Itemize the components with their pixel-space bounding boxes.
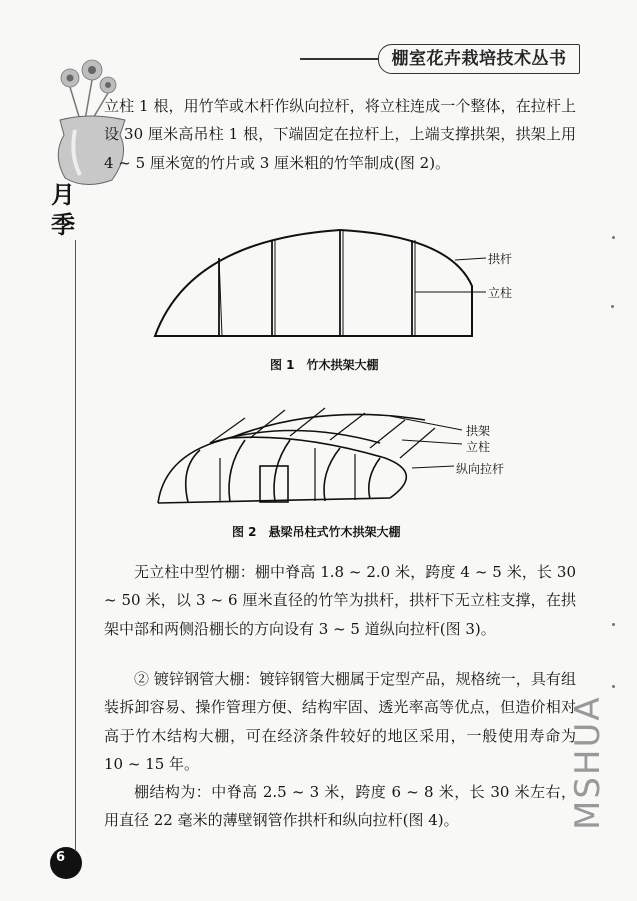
figure-2-diagram	[150, 398, 480, 510]
side-rule	[75, 240, 76, 850]
scan-speck	[612, 623, 615, 626]
figure-1-label-post: 立柱	[488, 286, 513, 300]
figure-2-label-post: 立柱	[466, 440, 491, 454]
scan-speck	[611, 305, 614, 308]
paragraph-2: 无立柱中型竹棚：棚中脊高 1.8 ~ 2.0 米，跨度 4 ~ 5 米，长 30 ~ 50 米，以 3 ~ 6 厘米直径的竹竿为拱杆，拱杆下无立柱支撑，在拱架中部和两侧沿棚长的方向设有 3 ~ 5 道纵向拉杆(图 3)。	[104, 563, 576, 638]
watermark: MSHUA	[568, 695, 608, 830]
side-title-char-1: 月	[51, 181, 75, 209]
figure-2-caption: 图 2 悬梁吊柱式竹木拱架大棚	[232, 525, 401, 539]
side-title-char-2: 季	[51, 211, 75, 239]
figure-2-label-longitudinal-rod: 纵向拉杆	[456, 462, 505, 476]
figure-1-label-arch-rod: 拱杆	[488, 252, 513, 266]
header-rule	[300, 58, 378, 60]
scan-speck	[612, 685, 615, 688]
scan-speck	[612, 236, 615, 239]
figure-1-diagram	[150, 218, 490, 343]
paragraph-1: 立柱 1 根，用竹竿或木杆作纵向拉杆，将立柱连成一个整体，在拉杆上设 30 厘米高吊柱 1 根，下端固定在拉杆上，上端支撑拱架，拱架上用 4 ~ 5 厘米宽的竹片或 3 厘米粗的竹竿制成(图 2)。	[104, 97, 576, 172]
side-title	[48, 180, 78, 240]
paragraph-3: ② 镀锌钢管大棚：镀锌钢管大棚属于定型产品，规格统一，具有组装拆卸容易、操作管理方便、结构牢固、透光率高等优点，但造价相对高于竹木结构大棚，可在经济条件较好的地区采用，一般使用寿命为 10 ~ 15 年。	[104, 670, 576, 773]
page-number: 6	[56, 850, 66, 865]
paragraph-4: 棚结构为：中脊高 2.5 ~ 3 米，跨度 6 ~ 8 米，长 30 米左右，用直径 22 毫米的薄壁钢管作拱杆和纵向拉杆(图 4)。	[104, 783, 576, 830]
figure-2-label-arch-frame: 拱架	[466, 424, 491, 438]
figure-1-caption: 图 1 竹木拱架大棚	[270, 358, 379, 372]
series-title: 棚室花卉栽培技术丛书	[378, 44, 580, 74]
